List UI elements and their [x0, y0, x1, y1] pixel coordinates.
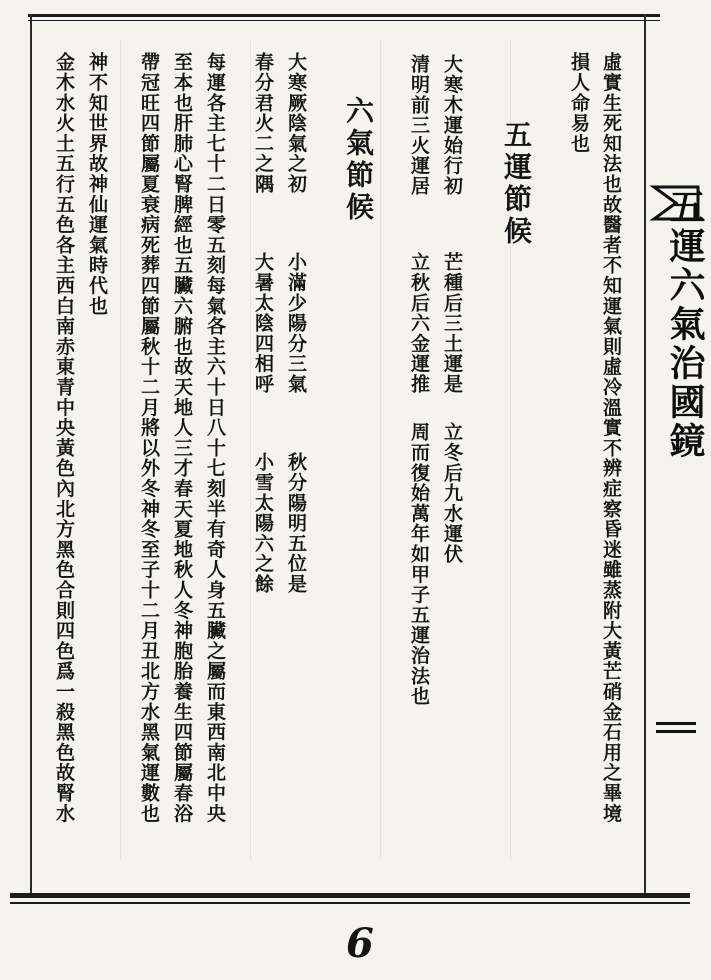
- text-column: 每運各主七十二日零五刻每氣各主六十日八十七刻半有奇人身五臟之屬而東西南北中央: [204, 52, 226, 824]
- bleed-through-line: [380, 40, 381, 860]
- bleed-through-line: [120, 40, 121, 860]
- verse-line: 秋分陽明五位是: [285, 452, 307, 595]
- section-heading-five-movements: 五運節候: [500, 120, 533, 248]
- text-column: 損人命易也: [568, 52, 590, 154]
- left-border: [30, 14, 32, 894]
- verse-line: 小雪太陽六之餘: [252, 452, 274, 595]
- verse-line: 芒種后三土運是: [441, 252, 463, 395]
- text-column: 帶冠旺四節屬夏衰病死葬四節屬秋十二月將以外冬神冬至子十二月丑北方水黑氣運數也: [138, 52, 160, 824]
- margin-rule: [656, 730, 696, 733]
- section-heading-six-qi: 六氣節候: [342, 96, 375, 224]
- text-column: 虛實生死知法也故醫者不知運氣則虛冷溫實不辨症察昏迷雖蒸附大黃芒硝金石用之畢境: [600, 52, 622, 824]
- page-number: 6: [346, 920, 374, 967]
- verse-line: 大寒厥陰氣之初: [285, 52, 307, 195]
- verse-line: 立秋后六金運推: [408, 252, 430, 395]
- right-border: [644, 14, 646, 894]
- verse-line: 春分君火二之隅: [252, 52, 274, 195]
- bleed-through-line: [250, 40, 251, 860]
- verse-line: 大寒木運始行初: [441, 54, 463, 197]
- top-border: [28, 14, 660, 17]
- bottom-border: [10, 893, 690, 898]
- text-column: 金木水火土五行五色各主西白南赤東青中央黃色內北方黑色合則四色爲一殺黑色故腎水: [53, 52, 75, 824]
- text-column: 神不知世界故神仙運氣時代也: [86, 52, 108, 316]
- verse-line: 小滿少陽分三氣: [285, 252, 307, 395]
- running-title: 五運六氣治國鏡: [664, 188, 706, 461]
- verse-line: 清明前三火運居: [408, 54, 430, 197]
- margin-rule: [656, 722, 696, 725]
- top-border-thin: [28, 20, 660, 21]
- verse-line: 大暑太陰四相呼: [252, 252, 274, 395]
- verse-line: 立冬后九水運伏: [441, 422, 463, 565]
- bottom-border-thin: [10, 902, 690, 904]
- verse-line: 周而復始萬年如甲子五運治法也: [408, 422, 430, 707]
- text-column: 至本也肝肺心腎脾經也五臟六腑也故天地人三才春天夏地秋人冬神胞胎養生四節屬春浴: [171, 52, 193, 824]
